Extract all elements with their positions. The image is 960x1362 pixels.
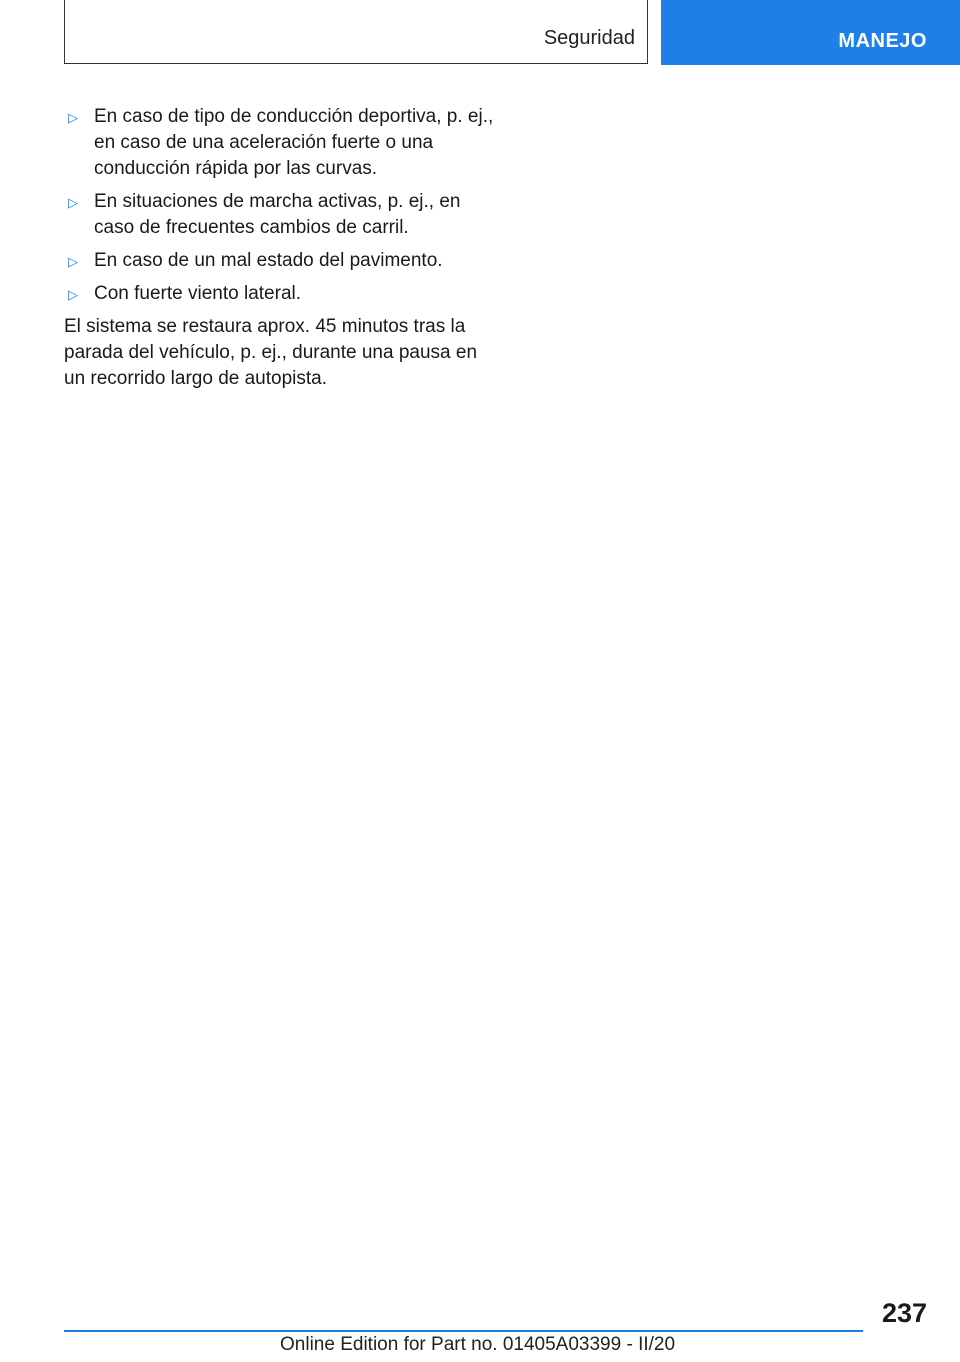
- list-item: [64, 189, 494, 241]
- footer-divider: [64, 1330, 863, 1332]
- header-section-box: [64, 0, 648, 64]
- triangle-bullet-icon: ▷: [68, 195, 78, 210]
- triangle-bullet-icon: ▷: [68, 254, 78, 269]
- chapter-title: MANEJO: [838, 30, 927, 52]
- main-content: [64, 104, 494, 392]
- list-item: [64, 281, 494, 307]
- body-paragraph: El sistema se restaura aprox. 45 minutos tras la parada del vehículo, p. ej., durante una pausa en un recorrido largo de autopista.: [64, 316, 478, 389]
- list-item-text: En situaciones de marcha activas, p. ej., en caso de frecuentes cambios de carril.: [94, 191, 461, 238]
- page-number: 237: [881, 1298, 927, 1328]
- edition-footer: Online Edition for Part no. 01405A03399 - II/20: [280, 1334, 676, 1355]
- triangle-bullet-icon: ▷: [68, 287, 78, 302]
- list-item-text: En caso de un mal estado del pavimento.: [94, 250, 443, 271]
- bullet-list: [64, 104, 494, 307]
- list-item: [64, 248, 494, 274]
- section-title: Seguridad: [543, 27, 635, 49]
- list-item-text: Con fuerte viento lateral.: [94, 283, 302, 304]
- list-item-text: En caso de tipo de conducción deportiva, p. ej., en caso de una aceleración fuerte o una conducción rápida por las curvas.: [94, 106, 494, 179]
- chapter-tab: [661, 0, 960, 65]
- list-item: [64, 104, 494, 182]
- triangle-bullet-icon: ▷: [68, 110, 78, 125]
